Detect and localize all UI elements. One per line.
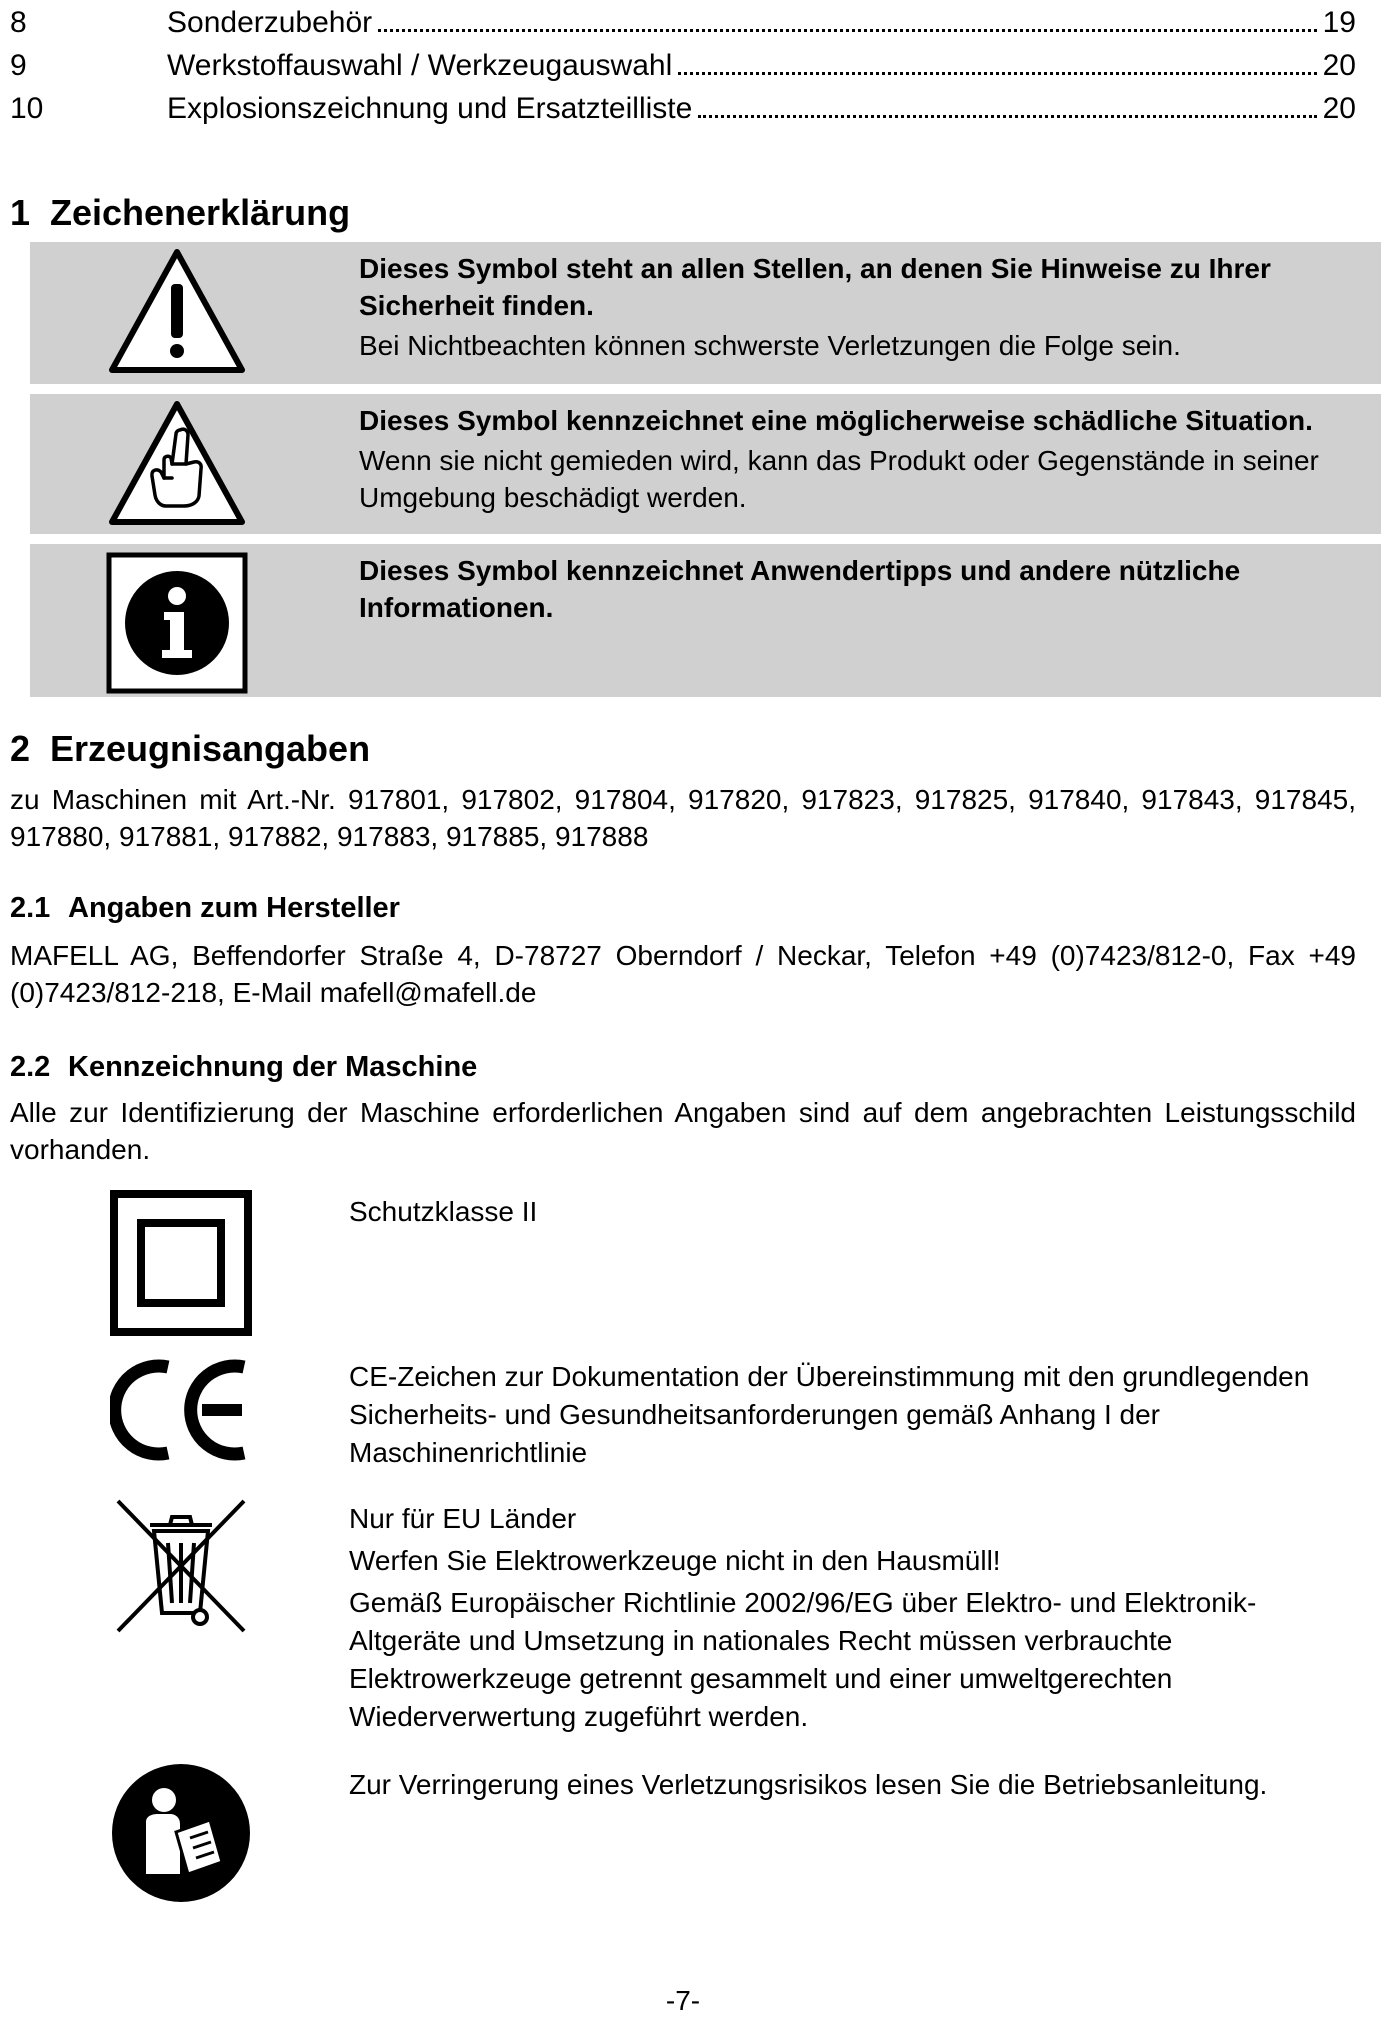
read-manual-icon — [110, 1762, 252, 1909]
mark-description — [349, 1193, 1359, 1231]
section-title: Angaben zum Hersteller — [68, 892, 400, 924]
toc-number: 9 — [10, 49, 27, 82]
section-2-2-heading — [10, 1051, 477, 1084]
mark-description-line: Gemäß Europäischer Richtlinie 2002/96/EG über Elektro- und Elektronik- Altgeräte und Umsetzung in nationales Recht müssen verbrauchte Elektrowerkzeuge getrennt gesammelt und einer umweltgerechten Wiederverwertung zugeführt werden. — [349, 1587, 1257, 1732]
toc-page: 20 — [1322, 49, 1356, 82]
section-title: Zeichenerklärung — [50, 192, 351, 233]
symbol-row — [30, 242, 1381, 384]
toc-title: Explosionszeichnung und Ersatzteilliste — [167, 92, 693, 125]
toc-title: Sonderzubehör — [167, 6, 373, 39]
caution-hand-icon — [106, 398, 248, 535]
warning-triangle-icon — [106, 246, 248, 383]
section-title: Erzeugnisangaben — [50, 728, 371, 769]
section-number: 1 — [10, 192, 31, 233]
mark-description-line: Zur Verringerung eines Verletzungsrisikos lesen Sie die Betriebsanleitung. — [349, 1769, 1268, 1800]
mark-description-line: Nur für EU Länder — [349, 1503, 577, 1534]
page-number: -7- — [665, 1985, 701, 2016]
toc-page: 19 — [1322, 6, 1356, 39]
mark-description-line: Schutzklasse II — [349, 1196, 538, 1227]
mark-description-line: Werfen Sie Elektrowerkzeuge nicht in den Hausmüll! — [349, 1545, 1001, 1576]
section-1-heading — [10, 192, 350, 234]
symbol-description: Bei Nichtbeachten können schwerste Verletzungen die Folge sein. — [359, 330, 1181, 361]
identification-text: Alle zur Identifizierung der Maschine erforderlichen Angaben sind auf dem angebrachten Leistungsschild vorhanden. — [10, 1097, 1356, 1165]
section-number: 2 — [10, 728, 31, 769]
section-title: Kennzeichnung der Maschine — [68, 1051, 478, 1083]
toc-row[interactable] — [10, 92, 1356, 135]
section-2-heading — [10, 728, 370, 770]
toc-leader-dots — [698, 115, 1316, 118]
section-number: 2.1 — [10, 892, 51, 924]
toc-leader-dots — [678, 72, 1316, 75]
section-number: 2.2 — [10, 1051, 51, 1083]
symbol-row — [30, 544, 1381, 697]
article-numbers-text: zu Maschinen mit Art.-Nr. 917801, 917802, 917804, 917820, 917823, 917825, 917840, 917843, 917845, 917880, 917881, 917882, 917883, 917885, 917888 — [10, 784, 1356, 852]
toc-number: 10 — [10, 92, 44, 125]
table-of-contents — [10, 6, 1356, 135]
symbol-description-bold: Dieses Symbol steht an allen Stellen, an denen Sie Hinweise zu Ihrer Sicherheit finden. — [359, 253, 1271, 321]
manufacturer-text: MAFELL AG, Beffendorfer Straße 4, D-78727 Oberndorf / Neckar, Telefon +49 (0)7423/812-0, Fax +49 (0)7423/812-218, E-Mail mafell@mafell.de — [10, 940, 1356, 1008]
toc-leader-dots — [378, 29, 1316, 32]
crossed-bin-icon — [110, 1495, 252, 1642]
mark-description — [349, 1500, 1359, 1736]
mark-description — [349, 1358, 1359, 1472]
symbol-legend-table — [30, 242, 1381, 707]
symbol-row — [30, 394, 1381, 534]
protection-class-ii-icon — [110, 1190, 252, 1341]
toc-title: Werkstoffauswahl / Werkzeugauswahl — [167, 49, 673, 82]
toc-row[interactable] — [10, 6, 1356, 49]
mark-description-line: CE-Zeichen zur Dokumentation der Übereinstimmung mit den grundlegenden Sicherheits- und Gesundheitsanforderungen gemäß Anhang I der Maschinenrichtlinie — [349, 1361, 1310, 1468]
symbol-description: Wenn sie nicht gemieden wird, kann das Produkt oder Gegenstände in seiner Umgebung beschädigt werden. — [359, 445, 1319, 513]
toc-row[interactable] — [10, 49, 1356, 92]
toc-number: 8 — [10, 6, 27, 39]
toc-page: 20 — [1322, 92, 1356, 125]
info-icon — [106, 552, 248, 699]
symbol-description-bold: Dieses Symbol kennzeichnet Anwendertipps und andere nützliche Informationen. — [359, 555, 1241, 623]
section-2-1-heading — [10, 892, 400, 925]
mark-description — [349, 1766, 1359, 1804]
symbol-description-bold: Dieses Symbol kennzeichnet eine möglicherweise schädliche Situation. — [359, 405, 1313, 436]
ce-mark-icon — [110, 1355, 252, 1470]
